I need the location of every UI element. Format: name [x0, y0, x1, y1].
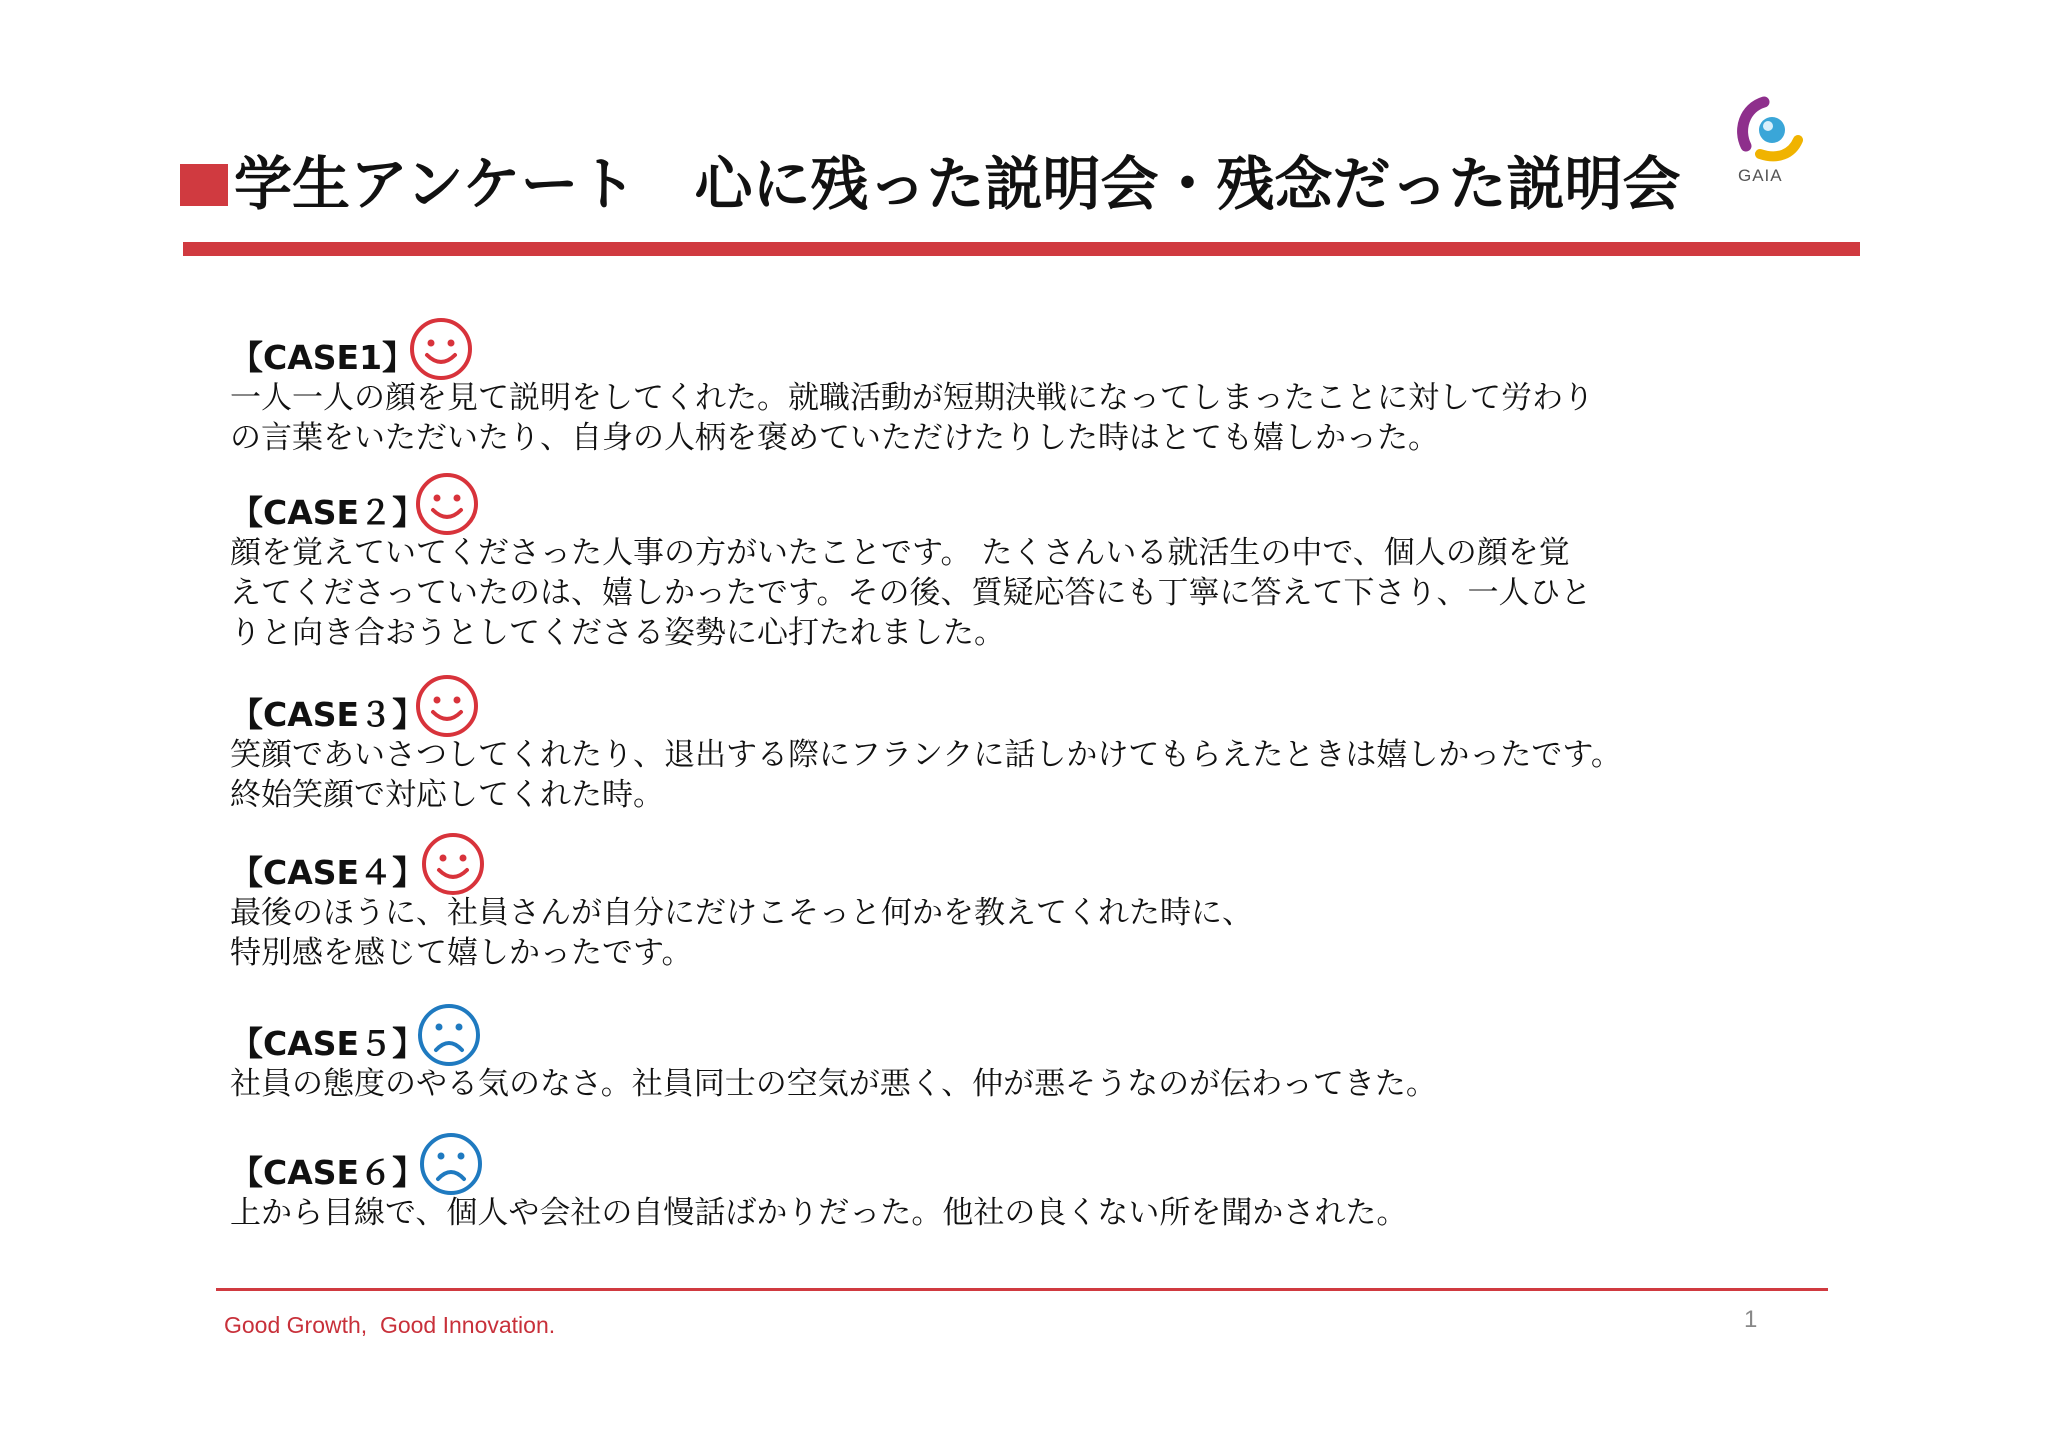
case-text: 社員の態度のやる気のなさ。社員同士の空気が悪く、仲が悪そうなのが伝わってきた。 — [230, 1066, 1437, 1102]
sad-face-icon — [418, 1131, 484, 1197]
case-label: 【CASE４】 — [230, 853, 426, 892]
footer-divider — [216, 1288, 1828, 1291]
case-block-4 — [230, 833, 1790, 973]
case-label: 【CASE２】 — [230, 493, 426, 532]
smiley-face-icon — [414, 471, 480, 537]
case-label: 【CASE６】 — [230, 1153, 426, 1192]
footer-tagline: Good Growth, Good Innovation. — [224, 1312, 556, 1338]
title-bullet-square — [180, 164, 228, 206]
smiley-face-icon — [420, 831, 486, 897]
page-title: 学生アンケート 心に残った説明会・残念だった説明会 — [234, 150, 1681, 218]
case-label: 【CASE３】 — [230, 695, 426, 734]
case-label: 【CASE５】 — [230, 1024, 426, 1063]
title-underline — [183, 242, 1860, 256]
smiley-face-icon — [408, 316, 474, 382]
sad-face-icon — [416, 1002, 482, 1068]
case-text: 一人一人の顔を見て説明をしてくれた。就職活動が短期決戦になってしまったことに対して労わり の言葉をいただいたり、自身の人柄を褒めていただけたりした時はとても嬉しかった。 — [230, 380, 1594, 456]
smiley-face-icon — [414, 673, 480, 739]
case-block-6 — [230, 1133, 1790, 1233]
case-block-2 — [230, 473, 1790, 653]
case-text: 上から目線で、個人や会社の自慢話ばかりだった。他社の良くない所を聞かされた。 — [230, 1195, 1408, 1231]
case-text: 笑顔であいさつしてくれたり、退出する際にフランクに話しかけてもらえたときは嬉しかったです。 終始笑顔で対応してくれた時。 — [230, 737, 1622, 813]
case-text: 最後のほうに、社員さんが自分にだけこそっと何かを教えてくれた時に、 特別感を感じて嬉しかったです。 — [230, 895, 1253, 971]
page-number: 1 — [1744, 1306, 1758, 1333]
logo-text: GAIA — [1738, 166, 1783, 185]
case-label: 【CASE1】 — [230, 338, 416, 377]
case-text: 顔を覚えていてくださった人事の方がいたことです。 たくさんいる就活生の中で、個人の顔を覚 えてくださっていたのは、嬉しかったです。その後、質疑応答にも丁寧に答えて下さり、一人ひと りと向き合おうとしてくださる姿勢に心打たれました。 — [230, 535, 1592, 651]
case-block-3 — [230, 675, 1790, 815]
case-block-5 — [230, 1004, 1790, 1104]
case-block-1 — [230, 318, 1790, 458]
